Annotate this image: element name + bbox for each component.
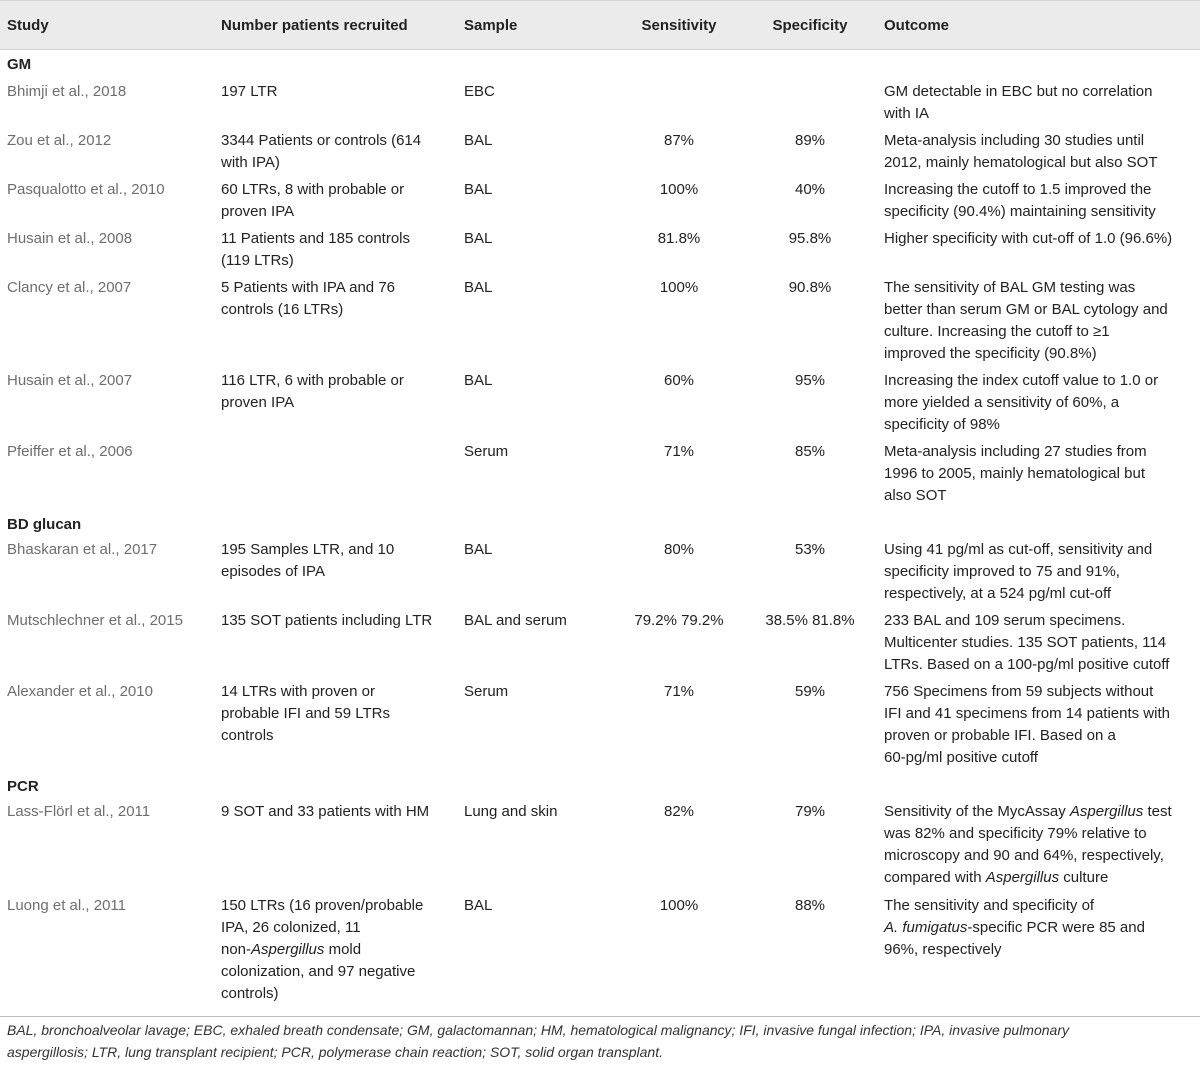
number-line: controls) bbox=[221, 985, 279, 1002]
header-sample: Sample bbox=[464, 17, 518, 34]
cell-sensitivity: 87% bbox=[663, 132, 695, 149]
outcome-line: IFI and 41 specimens from 14 patients with bbox=[884, 705, 1170, 722]
header-outcome: Outcome bbox=[884, 17, 950, 34]
cell-study: Clancy et al., 2007 bbox=[7, 279, 132, 296]
cell-outcome bbox=[884, 179, 1156, 223]
text-run: mold bbox=[324, 941, 362, 958]
number-line: with IPA) bbox=[221, 154, 280, 171]
cell-specificity: 79% bbox=[794, 803, 826, 820]
cell-specificity: 53% bbox=[794, 541, 826, 558]
number-line: 60 LTRs, 8 with probable or bbox=[221, 181, 405, 198]
footnote-line: BAL, bronchoalveolar lavage; EBC, exhaled breath condensate; GM, galactomannan; HM, hematological malignancy; IFI, invasive fungal infection; IPA, invasive pulmonary bbox=[7, 1022, 1069, 1038]
outcome-line: culture. Increasing the cutoff to ≥1 bbox=[884, 323, 1110, 340]
cell-sensitivity: 82% bbox=[663, 803, 695, 820]
outcome-line: Using 41 pg/ml as cut-off, sensitivity and bbox=[884, 541, 1153, 558]
cell-study: Zou et al., 2012 bbox=[7, 132, 112, 149]
outcome-line: The sensitivity of BAL GM testing was bbox=[884, 279, 1136, 296]
cell-sample: EBC bbox=[464, 83, 495, 100]
cell-study: Husain et al., 2007 bbox=[7, 372, 133, 389]
cell-study: Mutschlechner et al., 2015 bbox=[7, 612, 183, 629]
outcome-line: 96%, respectively bbox=[884, 941, 1002, 958]
cell-sensitivity: 100% bbox=[659, 279, 699, 296]
number-line: IPA, 26 colonized, 11 bbox=[221, 919, 361, 936]
cell-outcome: Higher specificity with cut-off of 1.0 (96.6%) bbox=[884, 230, 1173, 247]
cell-outcome bbox=[884, 277, 1168, 365]
header-number: Number patients recruited bbox=[221, 17, 408, 34]
outcome-line: microscopy and 90 and 64%, respectively, bbox=[884, 847, 1164, 864]
cell-sensitivity: 79.2% 79.2% bbox=[634, 612, 724, 629]
outcome-line: was 82% and specificity 79% relative to bbox=[884, 825, 1147, 842]
outcome-line: The sensitivity and specificity of bbox=[884, 897, 1095, 914]
cell-study: Luong et al., 2011 bbox=[7, 897, 126, 914]
number-line: controls (16 LTRs) bbox=[221, 301, 344, 318]
cell-outcome bbox=[884, 895, 1145, 961]
cell-number bbox=[221, 370, 404, 414]
cell-study: Bhimji et al., 2018 bbox=[7, 83, 127, 100]
header-sensitivity: Sensitivity bbox=[641, 17, 717, 34]
text-run: test bbox=[1143, 803, 1172, 820]
cell-sensitivity: 81.8% bbox=[657, 230, 701, 247]
outcome-line bbox=[884, 867, 1172, 889]
number-line: 11 Patients and 185 controls bbox=[221, 230, 411, 247]
cell-sample: BAL bbox=[464, 181, 493, 198]
cell-sample: BAL bbox=[464, 897, 493, 914]
number-line: controls bbox=[221, 727, 274, 744]
outcome-line: proven or probable IFI. Based on a bbox=[884, 727, 1116, 744]
cell-study: Alexander et al., 2010 bbox=[7, 683, 153, 700]
outcome-line: more yielded a sensitivity of 60%, a bbox=[884, 394, 1120, 411]
header-specificity: Specificity bbox=[772, 17, 848, 34]
text-run: Sensitivity of the MycAssay bbox=[884, 803, 1070, 820]
cell-specificity: 38.5% 81.8% bbox=[765, 612, 855, 629]
text-run: compared with bbox=[884, 869, 986, 886]
italic-run: Aspergillus bbox=[251, 941, 325, 958]
section-bd-glucan: BD glucan bbox=[7, 516, 82, 533]
cell-specificity: 85% bbox=[794, 443, 826, 460]
cell-sensitivity: 80% bbox=[663, 541, 695, 558]
cell-number: 135 SOT patients including LTR bbox=[221, 612, 433, 629]
outcome-line: better than serum GM or BAL cytology and bbox=[884, 301, 1168, 318]
outcome-line: Meta-analysis including 27 studies from bbox=[884, 443, 1147, 460]
number-line: 14 LTRs with proven or bbox=[221, 683, 375, 700]
outcome-line: 756 Specimens from 59 subjects without bbox=[884, 683, 1154, 700]
cell-specificity: 40% bbox=[794, 181, 826, 198]
cell-number bbox=[221, 539, 394, 583]
outcome-line: also SOT bbox=[884, 487, 947, 504]
footnote-line: aspergillosis; LTR, lung transplant recipient; PCR, polymerase chain reaction; SOT, solid organ transplant. bbox=[7, 1044, 663, 1060]
number-line bbox=[221, 939, 423, 961]
cell-number bbox=[221, 179, 404, 223]
outcome-line: GM detectable in EBC but no correlation bbox=[884, 83, 1153, 100]
cell-number bbox=[221, 228, 410, 272]
table-header bbox=[0, 0, 1200, 50]
outcome-line: with IA bbox=[884, 105, 930, 122]
cell-sensitivity: 71% bbox=[663, 683, 695, 700]
number-line: 116 LTR, 6 with probable or bbox=[221, 372, 404, 389]
cell-specificity: 88% bbox=[794, 897, 826, 914]
cell-specificity: 59% bbox=[794, 683, 826, 700]
outcome-line: specificity improved to 75 and 91%, bbox=[884, 563, 1120, 580]
cell-study: Bhaskaran et al., 2017 bbox=[7, 541, 158, 558]
cell-sample: Lung and skin bbox=[464, 803, 558, 820]
cell-number bbox=[221, 681, 390, 747]
number-line: 5 Patients with IPA and 76 bbox=[221, 279, 396, 296]
cell-specificity: 89% bbox=[794, 132, 826, 149]
outcome-line: LTRs. Based on a 100-pg/ml positive cutoff bbox=[884, 656, 1170, 673]
cell-outcome bbox=[884, 130, 1157, 174]
cell-sensitivity: 100% bbox=[659, 897, 699, 914]
number-line: proven IPA bbox=[221, 394, 295, 411]
cell-outcome bbox=[884, 610, 1169, 676]
cell-sample: BAL bbox=[464, 230, 493, 247]
cell-study: Husain et al., 2008 bbox=[7, 230, 133, 247]
outcome-line: respectively, at a 524 pg/ml cut-off bbox=[884, 585, 1112, 602]
cell-sample: Serum bbox=[464, 683, 509, 700]
cell-sample: Serum bbox=[464, 443, 509, 460]
table-footnote bbox=[0, 1016, 1200, 1067]
outcome-line: specificity (90.4%) maintaining sensitivity bbox=[884, 203, 1156, 220]
italic-run: Aspergillus bbox=[985, 869, 1060, 886]
cell-sample: BAL and serum bbox=[464, 612, 567, 629]
cell-specificity: 90.8% bbox=[788, 279, 832, 296]
outcome-line: 233 BAL and 109 serum specimens. bbox=[884, 612, 1126, 629]
outcome-line: Increasing the cutoff to 1.5 improved the bbox=[884, 181, 1152, 198]
section-gm: GM bbox=[7, 56, 32, 73]
cell-number bbox=[221, 130, 421, 174]
cell-number: 197 LTR bbox=[221, 83, 278, 100]
cell-outcome bbox=[884, 801, 1172, 889]
cell-specificity: 95% bbox=[794, 372, 826, 389]
cell-sensitivity: 71% bbox=[663, 443, 695, 460]
cell-sensitivity: 100% bbox=[659, 181, 699, 198]
number-line: colonization, and 97 negative bbox=[221, 963, 416, 980]
cell-study: Lass-Flörl et al., 2011 bbox=[7, 803, 151, 820]
outcome-line: 2012, mainly hematological but also SOT bbox=[884, 154, 1158, 171]
cell-sample: BAL bbox=[464, 372, 493, 389]
outcome-line: Multicenter studies. 135 SOT patients, 114 bbox=[884, 634, 1167, 651]
cell-outcome bbox=[884, 81, 1152, 125]
outcome-line: 60-pg/ml positive cutoff bbox=[884, 749, 1038, 766]
text-run: culture bbox=[1059, 869, 1109, 886]
section-pcr: PCR bbox=[7, 778, 39, 795]
cell-sample: BAL bbox=[464, 132, 493, 149]
cell-sensitivity: 60% bbox=[663, 372, 695, 389]
cell-sample: BAL bbox=[464, 541, 493, 558]
outcome-line: improved the specificity (90.8%) bbox=[884, 345, 1097, 362]
cell-outcome bbox=[884, 539, 1152, 605]
cell-specificity: 95.8% bbox=[788, 230, 832, 247]
number-line: 3344 Patients or controls (614 bbox=[221, 132, 422, 149]
number-line: episodes of IPA bbox=[221, 563, 325, 580]
outcome-line: specificity of 98% bbox=[884, 416, 1000, 433]
number-line: probable IFI and 59 LTRs bbox=[221, 705, 390, 722]
cell-number: 9 SOT and 33 patients with HM bbox=[221, 803, 430, 820]
cell-study: Pasqualotto et al., 2010 bbox=[7, 181, 165, 198]
cell-study: Pfeiffer et al., 2006 bbox=[7, 443, 133, 460]
cell-outcome bbox=[884, 681, 1170, 769]
outcome-line: Increasing the index cutoff value to 1.0 or bbox=[884, 372, 1159, 389]
number-line: 150 LTRs (16 proven/probable bbox=[221, 897, 424, 914]
number-line: 195 Samples LTR, and 10 bbox=[221, 541, 395, 558]
cell-sample: BAL bbox=[464, 279, 493, 296]
number-line: (119 LTRs) bbox=[221, 252, 294, 269]
outcome-line bbox=[884, 801, 1172, 823]
text-run: non- bbox=[221, 941, 252, 958]
text-run: -specific PCR were 85 and bbox=[967, 919, 1145, 936]
italic-run: A. fumigatus bbox=[884, 919, 968, 936]
outcome-line: 1996 to 2005, mainly hematological but bbox=[884, 465, 1146, 482]
outcome-line: Meta-analysis including 30 studies until bbox=[884, 132, 1145, 149]
italic-run: Aspergillus bbox=[1069, 803, 1144, 820]
header-study: Study bbox=[7, 17, 49, 34]
cell-number bbox=[221, 277, 395, 321]
cell-number bbox=[221, 895, 423, 1005]
outcome-line bbox=[884, 917, 1145, 939]
cell-outcome bbox=[884, 441, 1147, 507]
cell-outcome bbox=[884, 370, 1158, 436]
number-line: proven IPA bbox=[221, 203, 295, 220]
